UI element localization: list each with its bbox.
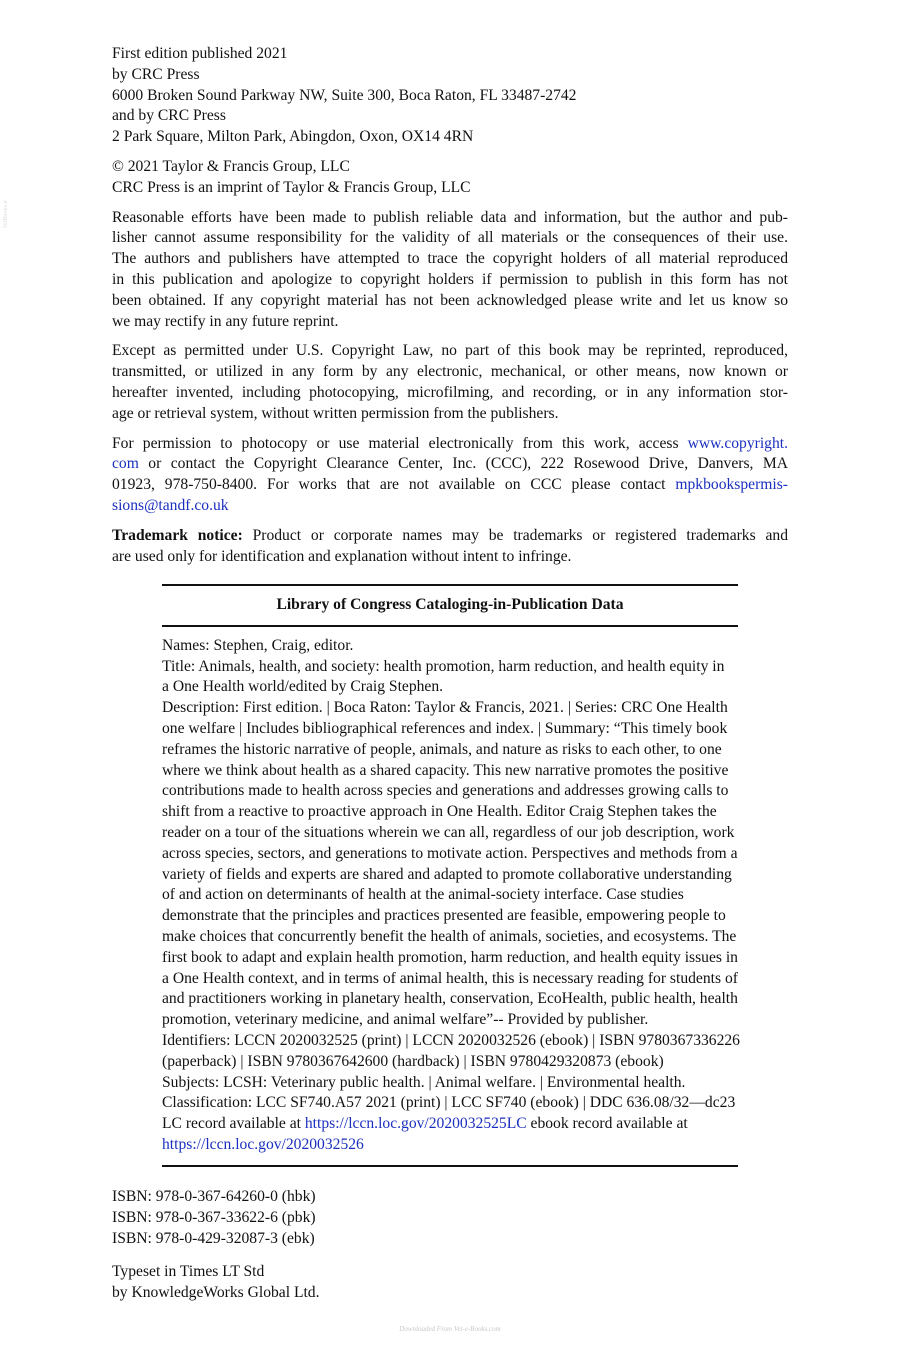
disclaimer-paragraph: [112, 208, 788, 333]
cip-line: shift from a reactive to proactive approach in One Health. Editor Craig Stephen takes the: [162, 803, 717, 821]
copyright-page: [112, 44, 788, 576]
cip-line: demonstrate that the principles and practices presented are feasible, empowering people to: [162, 907, 726, 925]
cip-line: and practitioners working in planetary health, conservation, EcoHealth, public health, health: [162, 990, 738, 1008]
copyright-law-line: hereafter invented, including photocopying, microfilming, and recording, or in any information stor-: [112, 383, 788, 401]
typeset-block: [112, 1262, 512, 1304]
permission-text: or contact the Copyright Clearance Center, Inc. (CCC), 222 Rosewood Drive, Danvers, MA: [138, 455, 788, 473]
typeset-line: Typeset in Times LT Std: [112, 1263, 265, 1280]
permission-line: [112, 475, 788, 496]
copyright-law-line: age or retrieval system, without written permission from the publishers.: [112, 404, 559, 422]
cip-line: (paperback) | ISBN 9780367642600 (hardback) | ISBN 9780429320873 (ebook): [162, 1052, 664, 1070]
disclaimer-line: lisher cannot assume responsibility for the validity of all materials or the consequences of their use.: [112, 229, 788, 247]
copyright-website-link[interactable]: www.copyright.: [687, 434, 788, 452]
cip-record-prefix: LC record available at: [162, 1115, 305, 1133]
copyright-law-line: transmitted, or utilized in any form by any electronic, mechanical, or other means, now known or: [112, 363, 788, 381]
cip-record-line: [162, 1114, 802, 1135]
trademark-line: [112, 526, 788, 547]
publisher-line: 6000 Broken Sound Parkway NW, Suite 300, Boca Raton, FL 33487-2742: [112, 86, 577, 104]
publisher-block: [112, 44, 788, 148]
permissions-email-link-cont[interactable]: sions@tandf.co.uk: [112, 496, 229, 514]
cip-data-box: [162, 584, 738, 1167]
cip-line: a One Health world/edited by Craig Stephen.: [162, 678, 444, 696]
publisher-line: 2 Park Square, Milton Park, Abingdon, Oxon, OX14 4RN: [112, 128, 474, 146]
disclaimer-line: The authors and publishers have attempted to trace the copyright holders of all material reproduced: [112, 250, 788, 268]
cip-line: Title: Animals, health, and society: health promotion, harm reduction, and health equity in: [162, 657, 725, 675]
disclaimer-line: in this publication and apologize to copyright holders if permission to publish in this form has not: [112, 270, 788, 288]
permission-line: [112, 496, 788, 517]
isbn-line: ISBN: 978-0-367-33622-6 (pbk): [112, 1208, 316, 1226]
ebook-record-link[interactable]: https://lccn.loc.gov/2020032526: [162, 1135, 364, 1153]
cip-line: reader on a tour of the situations wherein we can all, regardless of our job description, work: [162, 823, 735, 841]
copyright-law-line: Except as permitted under U.S. Copyright Law, no part of this book may be reprinted, reproduced,: [112, 342, 788, 360]
permission-line: [112, 454, 788, 475]
cip-line: Identifiers: LCCN 2020032525 (print) | LCCN 2020032526 (ebook) | ISBN 9780367336226: [162, 1031, 740, 1049]
permission-paragraph: [112, 434, 788, 517]
copyright-website-link-cont[interactable]: com: [112, 455, 139, 473]
trademark-text: Product or corporate names may be trademarks or registered trademarks and: [242, 526, 788, 544]
cip-line: where we think about health as a shared capacity. This new narrative promotes the positive: [162, 761, 729, 779]
cip-record-mid: ebook record available at: [526, 1115, 688, 1133]
cip-line: Subjects: LCSH: Veterinary public health. | Animal welfare. | Environmental health.: [162, 1073, 686, 1091]
cip-bottom-rule: [162, 1165, 738, 1167]
cip-line: Names: Stephen, Craig, editor.: [162, 636, 354, 654]
cip-body: [162, 627, 802, 1165]
copyright-line: CRC Press is an imprint of Taylor & Francis Group, LLC: [112, 178, 471, 196]
lc-record-link[interactable]: https://lccn.loc.gov/2020032525LC: [304, 1115, 527, 1133]
trademark-line: are used only for identification and explanation without intent to infringe.: [112, 547, 572, 565]
cip-line: Classification: LCC SF740.A57 2021 (print) | LCC SF740 (ebook) | DDC 636.08/32—dc23: [162, 1094, 736, 1112]
cip-line: a One Health context, and in terms of animal health, this is necessary reading for students of: [162, 969, 738, 987]
trademark-label: Trademark notice:: [112, 526, 243, 544]
cip-line: variety of fields and experts are shared and adapted to promote collaborative understanding: [162, 865, 732, 883]
permission-text: 01923, 978-750-8400. For works that are not available on CCC please contact: [112, 476, 676, 494]
disclaimer-line: we may rectify in any future reprint.: [112, 312, 339, 330]
permission-text: For permission to photocopy or use material electronically from this work, access: [112, 434, 688, 452]
cip-heading: Library of Congress Cataloging-in-Publication Data: [276, 596, 624, 613]
cip-line: of and action on determinants of health at the animal-society interface. Case studies: [162, 886, 684, 904]
side-watermark: VetBooks.ir: [3, 200, 9, 229]
disclaimer-line: Reasonable efforts have been made to publish reliable data and information, but the author and pub-: [112, 208, 788, 226]
trademark-notice: [112, 526, 788, 568]
cip-line: across species, sectors, and generations to motivate action. Perspectives and methods from a: [162, 844, 738, 862]
isbn-line: ISBN: 978-0-429-32087-3 (ebk): [112, 1229, 315, 1247]
cip-line: reframes the historic narrative of people, animals, and nature as risks to each other, to one: [162, 740, 722, 758]
cip-line: Description: First edition. | Boca Raton: Taylor & Francis, 2021. | Series: CRC One Health: [162, 699, 728, 717]
cip-ebook-line: [162, 1135, 802, 1156]
cip-line: one welfare | Includes bibliographical references and index. | Summary: “This timely book: [162, 719, 728, 737]
typeset-line: by KnowledgeWorks Global Ltd.: [112, 1283, 320, 1301]
copyright-law-paragraph: [112, 341, 788, 424]
permissions-email-link[interactable]: mpkbookspermis-: [675, 476, 788, 494]
copyright-block: [112, 157, 788, 199]
isbn-block: [112, 1187, 512, 1249]
publisher-line: and by CRC Press: [112, 107, 226, 125]
copyright-line: © 2021 Taylor & Francis Group, LLC: [112, 157, 350, 175]
cip-line: promotion, veterinary medicine, and animal welfare”-- Provided by publisher.: [162, 1011, 649, 1029]
disclaimer-line: been obtained. If any copyright material has not been acknowledged please write and let us know so: [112, 291, 788, 309]
permission-line: [112, 434, 788, 455]
bottom-watermark: Downloaded From Vet-e-Books.com: [399, 1325, 501, 1333]
cip-line: make choices that concurrently benefit the health of animals, societies, and ecosystems. The: [162, 927, 737, 945]
cip-line: contributions made to health across species and generations and addresses growing calls to: [162, 782, 729, 800]
isbn-line: ISBN: 978-0-367-64260-0 (hbk): [112, 1188, 316, 1205]
publisher-line: by CRC Press: [112, 65, 200, 83]
publisher-line: First edition published 2021: [112, 45, 288, 62]
cip-line: first book to adapt and explain health promotion, harm reduction, and health equity issues in: [162, 948, 738, 966]
